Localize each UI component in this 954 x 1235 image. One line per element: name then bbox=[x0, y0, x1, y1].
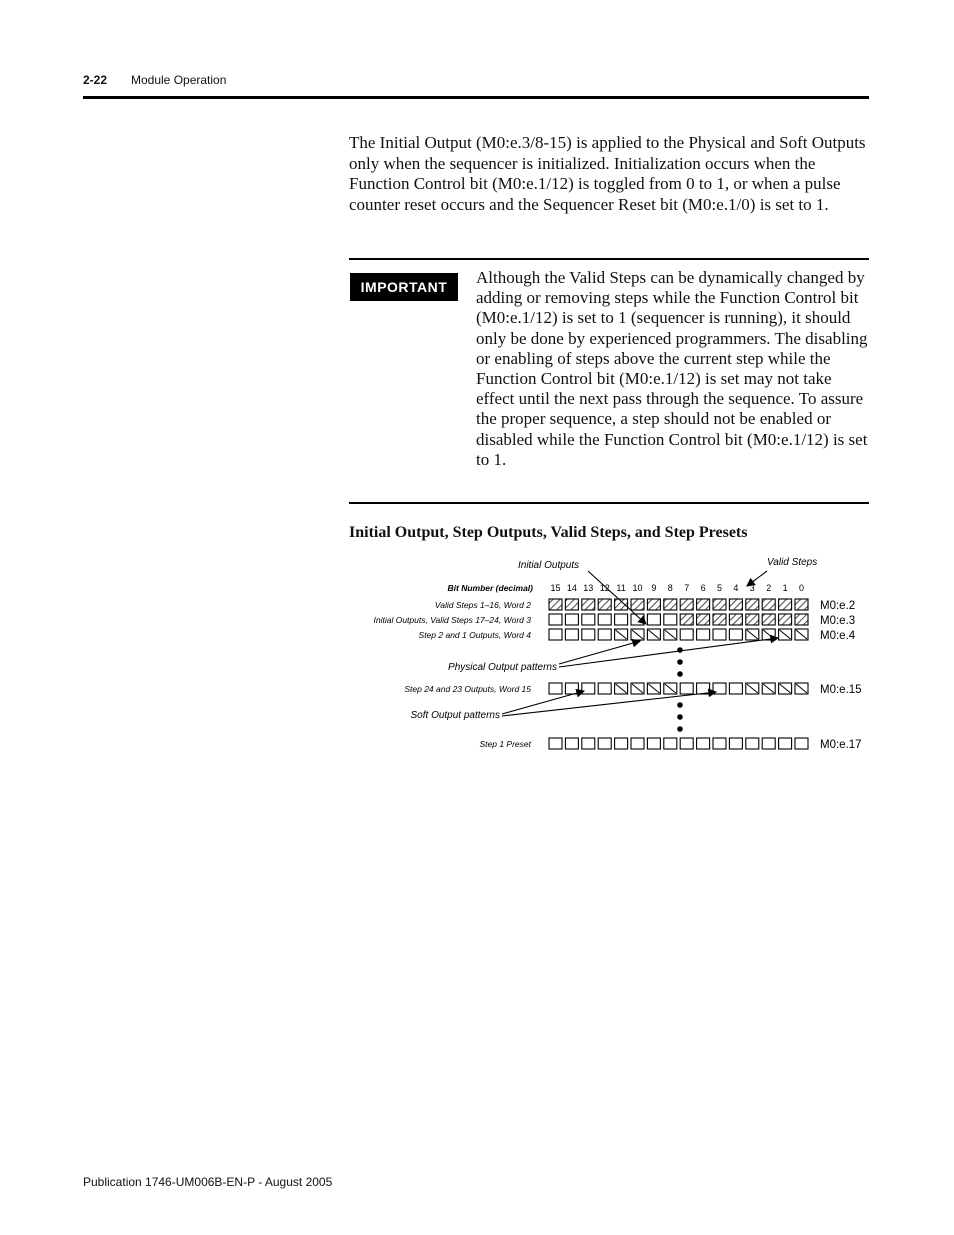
register-row bbox=[479, 738, 861, 751]
bit-cell bbox=[582, 629, 595, 640]
row-label: Step 24 and 23 Outputs, Word 15 bbox=[404, 684, 531, 694]
bit-cell bbox=[697, 614, 710, 625]
arrow-physical-word4 bbox=[559, 641, 640, 664]
bit-cell bbox=[647, 599, 660, 610]
word-address: M0:e.4 bbox=[820, 630, 856, 642]
bit-number-3: 3 bbox=[749, 583, 755, 593]
arrow-valid-steps bbox=[747, 571, 767, 586]
bit-cell bbox=[729, 599, 742, 610]
bit-cell bbox=[647, 738, 660, 749]
row-label: Step 1 Preset bbox=[479, 739, 531, 749]
bit-number-12: 12 bbox=[599, 583, 610, 593]
bit-cell bbox=[615, 738, 628, 749]
word-address: M0:e.3 bbox=[820, 615, 856, 627]
bit-cell bbox=[795, 614, 808, 625]
bit-cell bbox=[746, 614, 759, 625]
bit-cell bbox=[664, 599, 677, 610]
arrow-soft-word15-right bbox=[502, 692, 716, 716]
arrow-physical-word15 bbox=[559, 638, 778, 667]
row-label: Step 2 and 1 Outputs, Word 4 bbox=[418, 630, 531, 640]
register-rows bbox=[374, 599, 862, 751]
bit-cell bbox=[729, 614, 742, 625]
bit-cell bbox=[762, 614, 775, 625]
bit-number-1: 1 bbox=[782, 583, 788, 593]
bit-cell bbox=[598, 599, 611, 610]
bit-cell bbox=[582, 683, 595, 694]
bit-cell bbox=[697, 738, 710, 749]
bit-number-9: 9 bbox=[651, 583, 657, 593]
callout-soft-output-patterns: Soft Output patterns bbox=[410, 710, 500, 721]
bit-cell bbox=[697, 599, 710, 610]
bit-cell bbox=[647, 614, 660, 625]
bit-cell bbox=[729, 683, 742, 694]
register-row bbox=[419, 629, 856, 642]
bit-cell bbox=[565, 599, 578, 610]
important-top-rule bbox=[349, 258, 869, 260]
bit-cell bbox=[565, 614, 578, 625]
callout-initial-outputs: Initial Outputs bbox=[518, 560, 580, 571]
bit-number-4: 4 bbox=[733, 583, 739, 593]
bit-cell bbox=[598, 614, 611, 625]
register-row bbox=[435, 599, 855, 612]
bit-cell bbox=[697, 683, 710, 694]
bit-cell bbox=[582, 614, 595, 625]
bit-cell bbox=[795, 738, 808, 749]
figure-title: Initial Output, Step Outputs, Valid Steps, and Step Presets bbox=[349, 524, 748, 541]
register-row bbox=[404, 683, 861, 696]
bit-cell bbox=[697, 629, 710, 640]
row-label: Initial Outputs, Valid Steps 17–24, Word 3 bbox=[373, 615, 531, 625]
bit-cell bbox=[565, 683, 578, 694]
row-label: Valid Steps 1–16, Word 2 bbox=[434, 600, 531, 610]
bit-cell bbox=[598, 738, 611, 749]
register-diagram bbox=[340, 550, 880, 760]
bit-cell bbox=[713, 599, 726, 610]
bit-cell bbox=[549, 683, 562, 694]
bit-cell bbox=[565, 629, 578, 640]
continuation-dots-lower bbox=[677, 702, 683, 732]
bit-cell bbox=[549, 614, 562, 625]
important-label: IMPORTANT bbox=[350, 273, 458, 301]
bit-cell bbox=[631, 599, 644, 610]
bit-number-6: 6 bbox=[700, 583, 706, 593]
bit-cell bbox=[615, 614, 628, 625]
bit-number-0: 0 bbox=[798, 583, 805, 593]
bit-cell bbox=[565, 738, 578, 749]
bit-cell bbox=[779, 614, 792, 625]
bit-cell bbox=[598, 629, 611, 640]
bit-number-8: 8 bbox=[667, 583, 673, 593]
bit-cell bbox=[664, 614, 677, 625]
bit-cell bbox=[746, 738, 759, 749]
bit-cell bbox=[598, 683, 611, 694]
bit-cell bbox=[631, 738, 644, 749]
bit-number-2: 2 bbox=[766, 583, 772, 593]
bit-cell bbox=[762, 738, 775, 749]
bit-cell bbox=[680, 683, 693, 694]
register-row bbox=[374, 614, 856, 627]
bit-cell bbox=[713, 738, 726, 749]
bit-cell bbox=[680, 599, 693, 610]
bit-number-13: 13 bbox=[583, 583, 594, 593]
bit-cell bbox=[549, 738, 562, 749]
page-number: 2-22 bbox=[83, 73, 108, 87]
bit-cell bbox=[795, 599, 808, 610]
word-address: M0:e.17 bbox=[820, 739, 862, 751]
arrow-soft-word15 bbox=[502, 691, 584, 714]
bit-number-15: 15 bbox=[550, 583, 561, 593]
bit-number-label: Bit Number (decimal) bbox=[447, 583, 533, 593]
bit-number-axis bbox=[550, 583, 804, 593]
callout-physical-output-patterns: Physical Output patterns bbox=[448, 662, 557, 673]
bit-cell bbox=[779, 599, 792, 610]
bit-number-5: 5 bbox=[716, 583, 723, 593]
bit-cell bbox=[549, 629, 562, 640]
header-rule bbox=[83, 96, 869, 99]
bit-number-10: 10 bbox=[632, 583, 643, 593]
bit-number-7: 7 bbox=[684, 583, 690, 593]
important-bottom-rule bbox=[349, 502, 869, 504]
footer-publication: Publication 1746-UM006B-EN-P - August 2005 bbox=[83, 1175, 333, 1189]
bit-cell bbox=[762, 599, 775, 610]
bit-cell bbox=[729, 629, 742, 640]
bit-cell bbox=[713, 629, 726, 640]
bit-cell bbox=[729, 738, 742, 749]
bit-cell bbox=[582, 738, 595, 749]
bit-cell bbox=[680, 629, 693, 640]
bit-cell bbox=[549, 599, 562, 610]
bit-cell bbox=[664, 738, 677, 749]
bit-cell bbox=[582, 599, 595, 610]
bit-cell bbox=[680, 614, 693, 625]
word-address: M0:e.15 bbox=[820, 684, 862, 696]
bit-cell bbox=[779, 738, 792, 749]
bit-cell bbox=[680, 738, 693, 749]
section-title: Module Operation bbox=[131, 73, 227, 87]
word-address: M0:e.2 bbox=[820, 600, 856, 612]
important-text: Although the Valid Steps can be dynamically changed by adding or removing steps while the Function Control bit (M0:e.1/12) is set to 1 (sequencer is running), it should only be done by experienced programmers. The disabling or enabling of steps above the current step while the Function Control bit (M0:e.1/12) is set may not take effect until the next pass through the sequence. To assure the proper sequence, a step should not be enabled or disabled while the Function Control bit (M0:e.1/12) is set to 1. bbox=[476, 268, 868, 469]
bit-number-11: 11 bbox=[616, 583, 626, 593]
bit-number-14: 14 bbox=[566, 583, 577, 593]
bit-cell bbox=[746, 599, 759, 610]
bit-cell bbox=[713, 614, 726, 625]
body-paragraph: The Initial Output (M0:e.3/8-15) is applied to the Physical and Soft Outputs only when the sequencer is initialized. Initialization occurs when the Function Control bit (M0:e.1/12) is toggled from 0 to 1, or when a pulse counter reset occurs and the Sequencer Reset bit (M0:e.1/0) is set to 1. bbox=[349, 133, 866, 214]
callout-valid-steps: Valid Steps bbox=[767, 557, 818, 568]
page-header bbox=[83, 73, 226, 87]
